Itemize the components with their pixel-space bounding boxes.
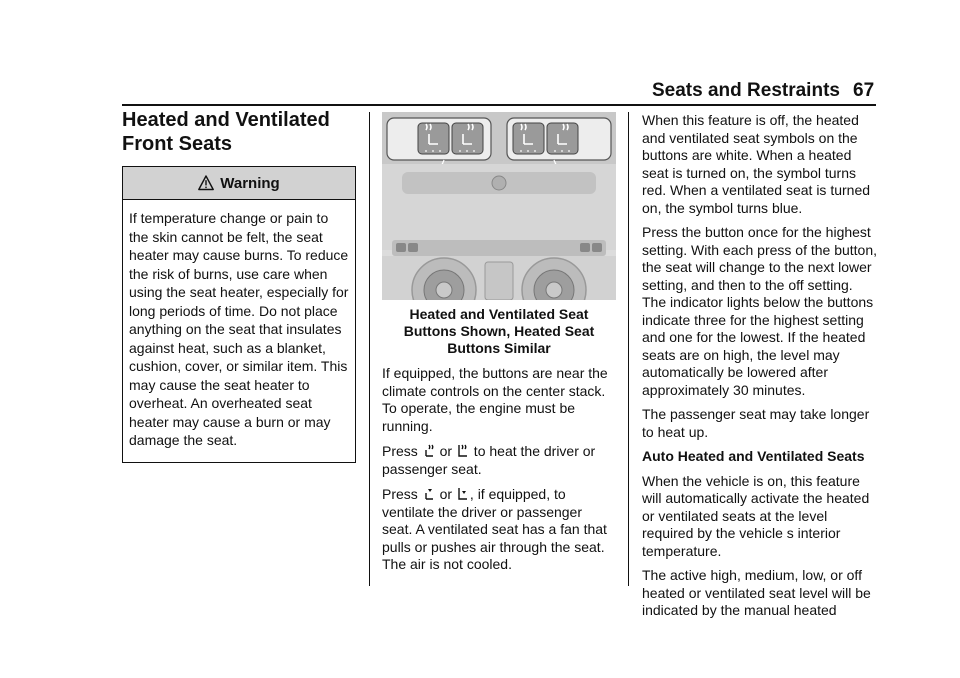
column-3 bbox=[642, 112, 878, 627]
text-press: Press bbox=[382, 443, 422, 459]
text-or: or bbox=[435, 486, 456, 502]
figure-caption: Heated and Ventilated Seat Buttons Shown, Heated Seat Buttons Similar bbox=[403, 306, 595, 356]
seat-buttons-photo bbox=[382, 112, 616, 300]
running-header-title: Seats and Restraints bbox=[652, 80, 840, 101]
warning-box bbox=[122, 166, 356, 463]
section-title: Heated and Ventilated Front Seats bbox=[122, 109, 330, 155]
warning-text: If temperature change or pain to the skin cannot be felt, the seat heater may cause burns. To reduce the risk of burns, use care when using the seat heater, especially for long periods of time. Do not place anything on the seat that insulates against heat, such as a blanket, cushion, cover, or similar item. This may cause the seat heater to overheat. An overheated seat heater may cause a burn or may damage the seat. bbox=[129, 210, 349, 448]
ventilated-seat-passenger-icon bbox=[457, 487, 469, 501]
header-rule bbox=[122, 104, 876, 106]
heated-seat-passenger-icon bbox=[457, 444, 469, 458]
warning-triangle-icon bbox=[198, 175, 214, 191]
text-or: or bbox=[435, 443, 456, 459]
column-divider-1 bbox=[369, 112, 370, 586]
paragraph-level-indicated: The active high, medium, low, or off heated or ventilated seat level will be indicated by the manual heated bbox=[642, 567, 871, 618]
column-2 bbox=[382, 112, 616, 581]
ventilated-seat-driver-icon bbox=[423, 487, 435, 501]
warning-header bbox=[123, 167, 355, 200]
paragraph-settings: Press the button once for the highest setting. With each press of the button, the seat will change to the next lower setting, and then to the off setting. The indicator lights below the buttons indicate three for the highest setting and one for the lowest. If the heated seats are on high, the level may automatically be lowered after approximately 30 minutes. bbox=[642, 224, 878, 398]
paragraph-location: If equipped, the buttons are near the climate controls on the center stack. To operate, the engine must be running. bbox=[382, 365, 608, 434]
paragraph-heat-instructions bbox=[382, 443, 616, 478]
heated-seat-driver-icon bbox=[423, 444, 435, 458]
warning-label: Warning bbox=[220, 174, 280, 192]
page-number: 67 bbox=[853, 80, 875, 101]
subheading-auto-seats: Auto Heated and Ventilated Seats bbox=[642, 448, 865, 464]
paragraph-auto-activate: When the vehicle is on, this feature will automatically activate the heated or ventilated seats at the level required by the vehicle s interior temperature. bbox=[642, 472, 870, 559]
text-press: Press bbox=[382, 486, 422, 502]
text-heat-rest: to heat the driver or passenger seat. bbox=[382, 443, 596, 477]
paragraph-symbol-colors: When this feature is off, the heated and ventilated seat symbols on the buttons are white. When a heated seat is turned on, the symbol turns red. When a ventilated seat is turned on, the symbol turns blue. bbox=[642, 112, 871, 216]
text-ventilate-rest: , if equipped, to ventilate the driver or passenger seat. A ventilated seat has a fan that pulls or pushes air through the seat. The air is not cooled. bbox=[382, 486, 607, 572]
paragraph-ventilate-instructions bbox=[382, 486, 616, 574]
column-1 bbox=[122, 108, 358, 463]
paragraph-passenger-seat: The passenger seat may take longer to heat up. bbox=[642, 406, 870, 440]
column-divider-2 bbox=[628, 112, 629, 586]
